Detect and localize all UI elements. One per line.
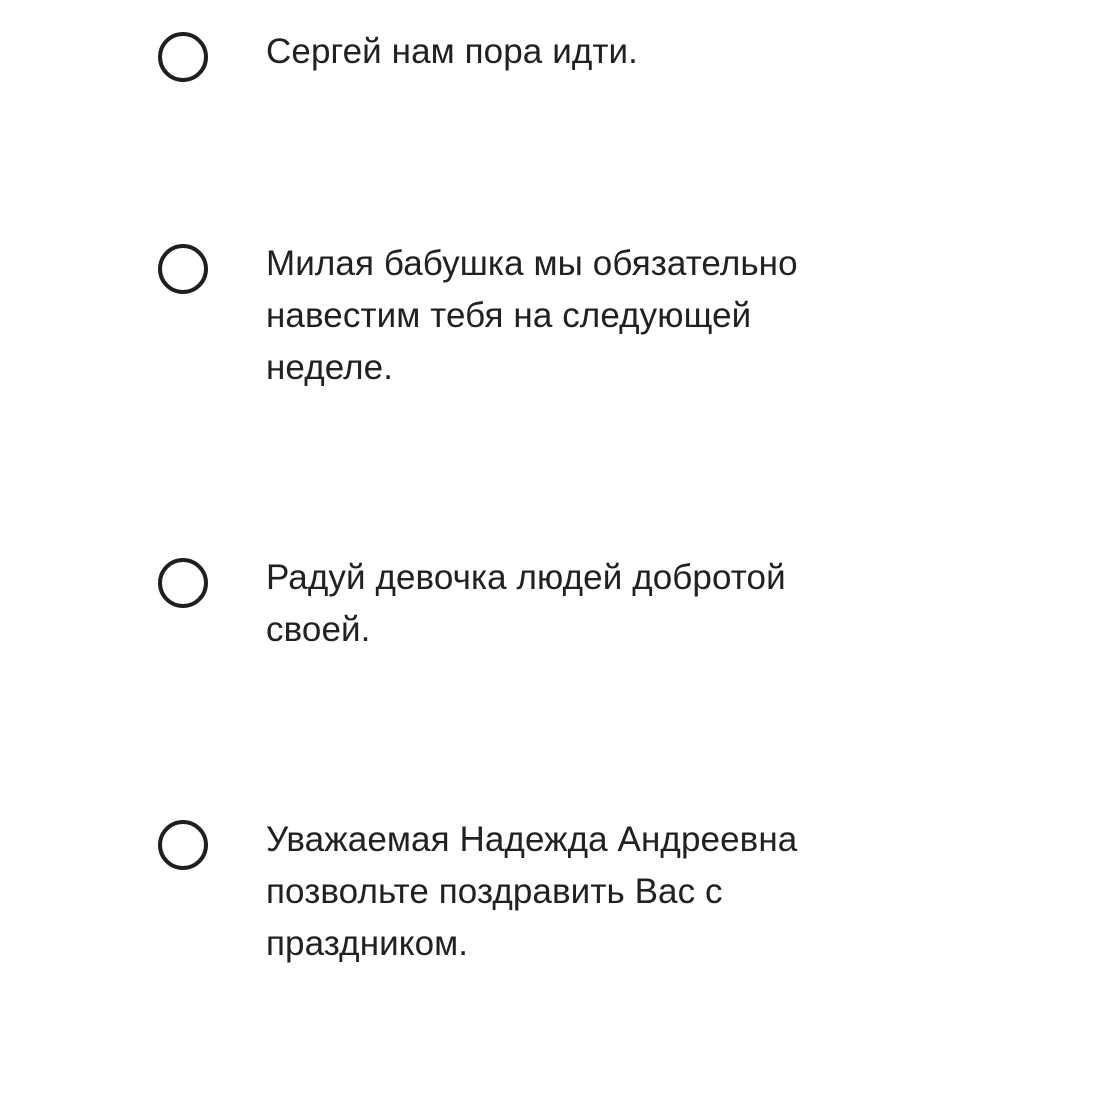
quiz-option-1[interactable] xyxy=(0,26,1104,82)
radio-unselected-icon[interactable] xyxy=(158,820,208,870)
quiz-option-label: Милая бабушка мы обязательно навестим тебя на следующей неделе. xyxy=(266,244,798,387)
quiz-options-list xyxy=(0,26,1104,1106)
radio-unselected-icon[interactable] xyxy=(158,32,208,82)
quiz-option-label: Сергей нам пора идти. xyxy=(266,32,638,71)
quiz-option-label: Радуй девочка людей добротой своей. xyxy=(266,558,786,649)
quiz-option-4[interactable] xyxy=(0,814,1104,970)
quiz-option-3[interactable] xyxy=(0,552,1104,656)
quiz-option-label: Уважаемая Надежда Андреевна позвольте поздравить Вас с праздником. xyxy=(266,820,798,963)
quiz-option-2[interactable] xyxy=(0,238,1104,394)
radio-unselected-icon[interactable] xyxy=(158,244,208,294)
radio-unselected-icon[interactable] xyxy=(158,558,208,608)
